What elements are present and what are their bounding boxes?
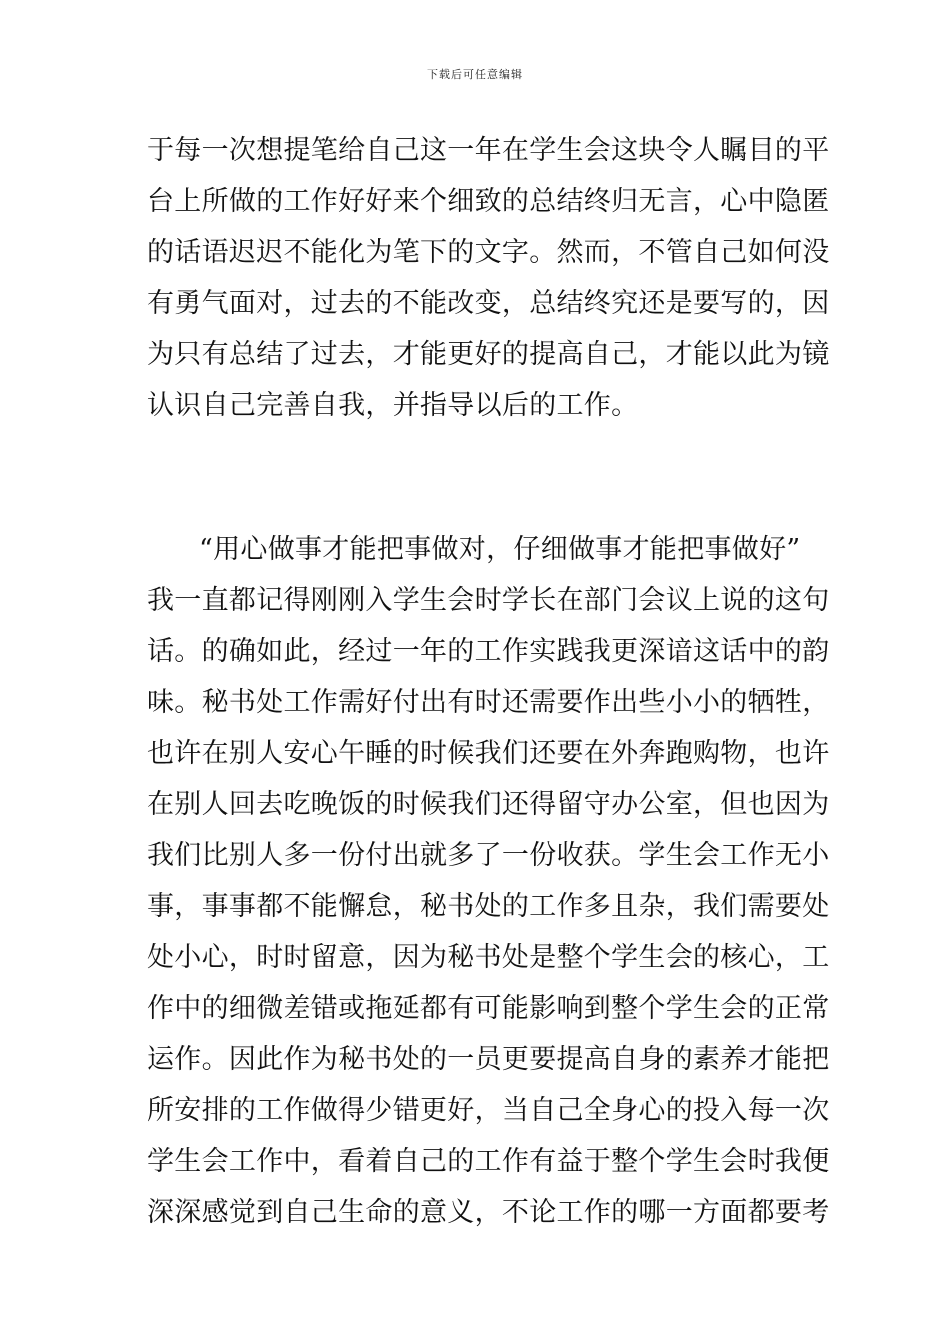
paragraph-line: 所安排的工作做得少错更好，当自己全身心的投入每一次 [147,1095,830,1126]
paragraph-line: 事，事事都不能懈怠，秘书处的工作多且杂，我们需要处 [147,891,830,922]
paragraph-line: 于每一次想提笔给自己这一年在学生会这块令人瞩目的平 [147,135,830,166]
paragraph-line: 我一直都记得刚刚入学生会时学长在部门会议上说的这句 [147,585,830,616]
paragraph-line: 的话语迟迟不能化为笔下的文字。然而，不管自己如何没 [147,237,830,268]
paragraph-1 [147,125,830,431]
paragraph-line: 作中的细微差错或拖延都有可能影响到整个学生会的正常 [147,993,830,1024]
paragraph-line: 深深感觉到自己生命的意义，不论工作的哪一方面都要考 [147,1197,830,1228]
paragraph-line: 处小心，时时留意，因为秘书处是整个学生会的核心，工 [147,942,830,973]
paragraph-line: 运作。因此作为秘书处的一员更要提高自身的素养才能把 [147,1044,830,1075]
paragraph-line: “用心做事才能把事做对，仔细做事才能把事做好” [199,534,801,565]
paragraph-line: 学生会工作中，看着自己的工作有益于整个学生会时我便 [147,1146,830,1177]
paragraph-line: 有勇气面对，过去的不能改变，总结终究还是要写的，因 [147,288,830,319]
paragraph-line: 为只有总结了过去，才能更好的提高自己，才能以此为镜 [147,339,830,370]
paragraph-line: 我们比别人多一份付出就多了一份收获。学生会工作无小 [147,840,830,871]
page-header: 下载后可任意编辑 [427,68,523,81]
paragraph-line: 在别人回去吃晚饭的时候我们还得留守办公室，但也因为 [147,789,830,820]
paragraph-line: 味。秘书处工作需好付出有时还需要作出些小小的牺牲， [147,687,830,718]
paragraph-line: 认识自己完善自我，并指导以后的工作。 [147,390,639,421]
paragraph-line: 也许在别人安心午睡的时候我们还要在外奔跑购物，也许 [147,738,830,769]
paragraph-line: 话。的确如此，经过一年的工作实践我更深谙这话中的韵 [147,636,830,667]
paragraph-2 [147,524,830,1238]
paragraph-line: 台上所做的工作好好来个细致的总结终归无言，心中隐匿 [147,186,830,217]
